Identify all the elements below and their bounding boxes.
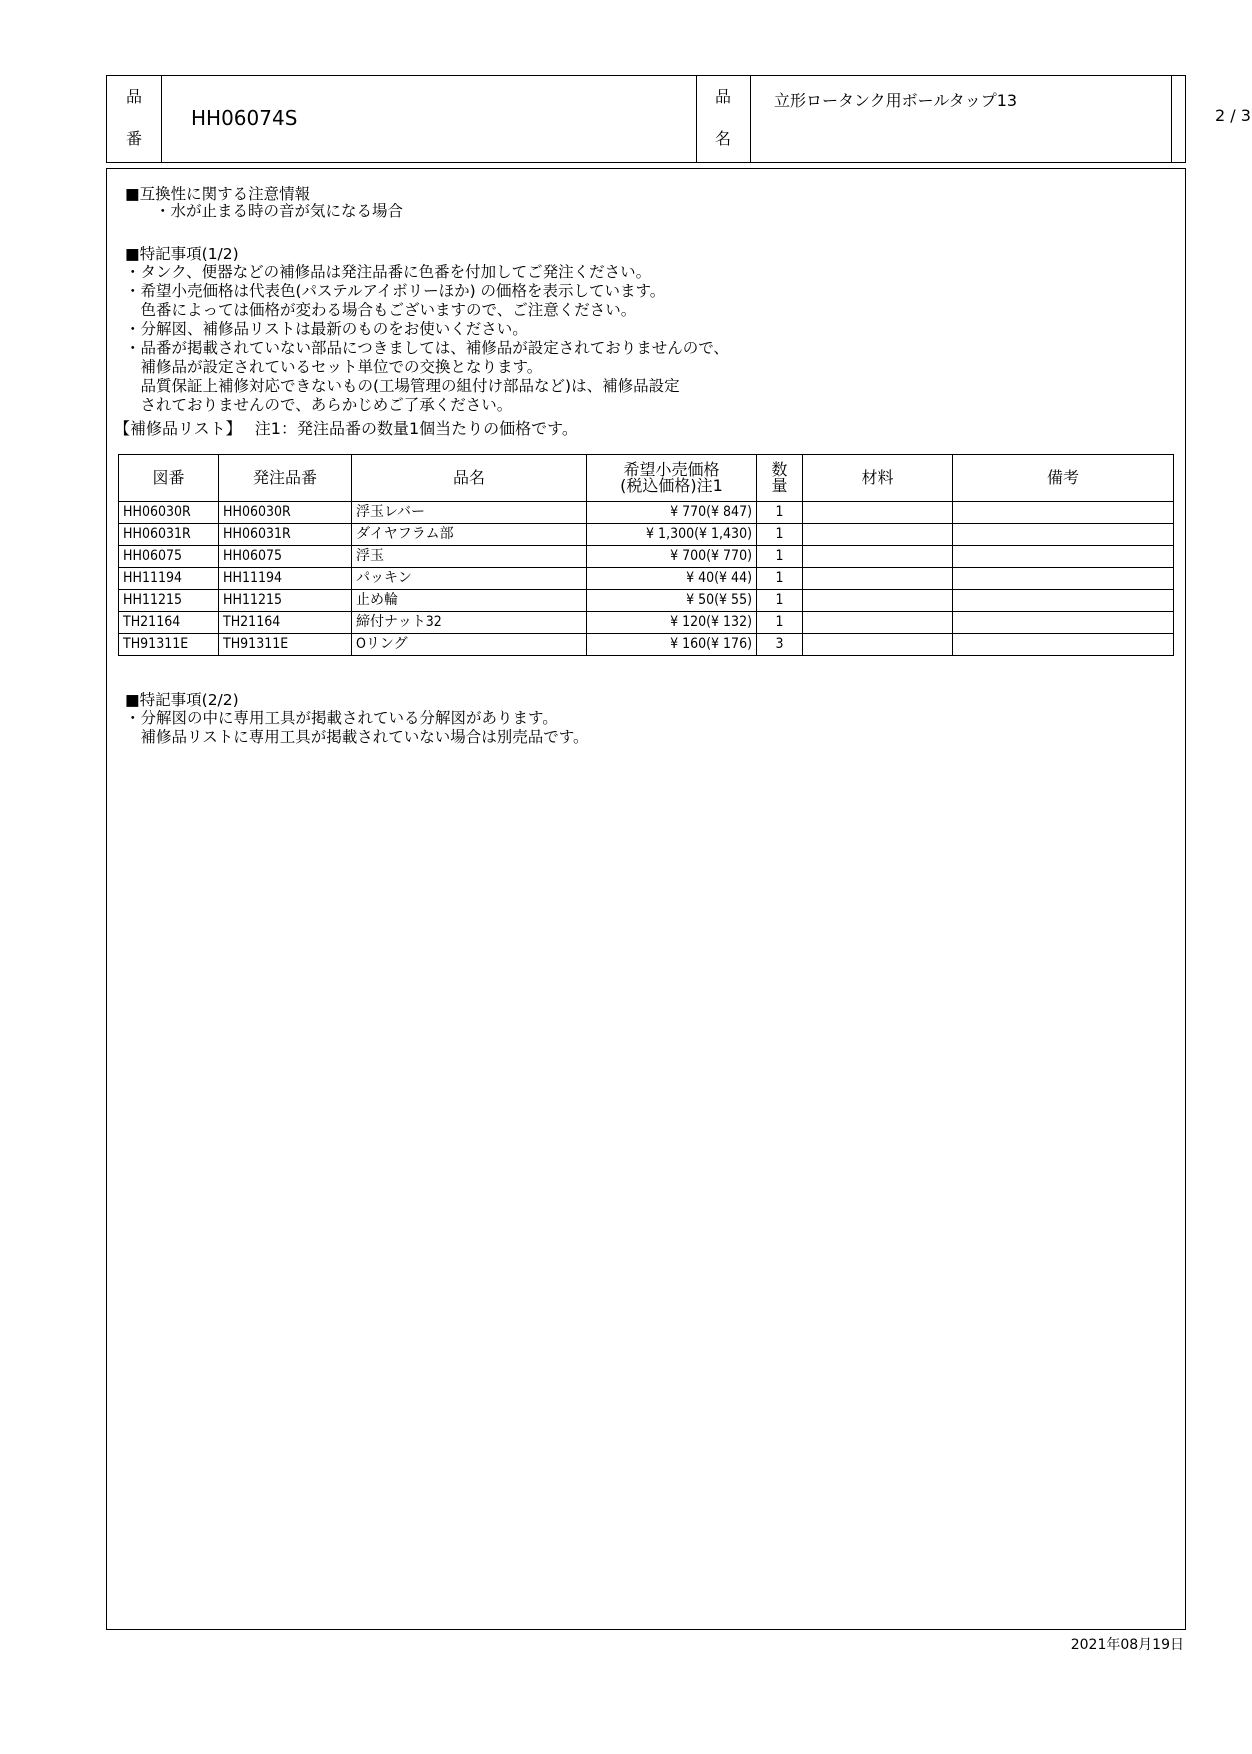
cell-zuban: HH06075 <box>119 546 219 568</box>
table-row <box>119 612 1174 634</box>
cell-zuban: TH91311E <box>119 634 219 656</box>
col-header-zuban: 図番 <box>119 455 219 502</box>
part-number-label-char-2: 番 <box>125 129 142 148</box>
notes1-line: 色番によっては価格が変わる場合もございますので、ご注意ください。 <box>125 301 637 319</box>
notes1-line: 品質保証上補修対応できないもの(工場管理の組付け部品など)は、補修品設定 <box>125 377 680 395</box>
product-name-label <box>696 76 750 162</box>
table-row <box>119 502 1174 524</box>
cell-price: ¥ 40(¥ 44) <box>587 568 757 590</box>
cell-order-no: HH06031R <box>219 524 352 546</box>
cell-price: ¥ 50(¥ 55) <box>587 590 757 612</box>
cell-price: ¥ 1,300(¥ 1,430) <box>587 524 757 546</box>
cell-name: 浮玉レバー <box>352 502 587 524</box>
cell-order-no: TH21164 <box>219 612 352 634</box>
col-header-name: 品名 <box>352 455 587 502</box>
cell-material <box>803 590 953 612</box>
table-row <box>119 524 1174 546</box>
notes1-line: 補修品が設定されているセット単位での交換となります。 <box>125 358 543 376</box>
notes1-line: ・タンク、便器などの補修品は発注品番に色番を付加してご発注ください。 <box>125 263 652 281</box>
table-row <box>119 634 1174 656</box>
cell-qty: 1 <box>757 502 803 524</box>
qty-header-line-1: 数 <box>771 460 788 479</box>
cell-qty: 1 <box>757 612 803 634</box>
cell-name: 浮玉 <box>352 546 587 568</box>
notes1-heading: ■特記事項(1/2) <box>125 245 239 263</box>
part-number-label-char-1: 品 <box>125 87 142 106</box>
cell-qty: 1 <box>757 568 803 590</box>
product-name: 立形ロータンク用ボールタップ13 <box>774 91 1018 110</box>
cell-material <box>803 546 953 568</box>
price-header-line-1: 希望小売価格 <box>623 460 720 479</box>
cell-name: 止め輪 <box>352 590 587 612</box>
cell-qty: 1 <box>757 524 803 546</box>
compat-line: ・水が止まる時の音が気になる場合 <box>155 202 404 220</box>
cell-qty: 1 <box>757 546 803 568</box>
cell-remarks <box>953 612 1174 634</box>
cell-name: パッキン <box>352 568 587 590</box>
notes1-line: ・分解図、補修品リストは最新のものをお使いください。 <box>125 320 528 338</box>
cell-order-no: HH11194 <box>219 568 352 590</box>
cell-name: Oリング <box>352 634 587 656</box>
notes2-line: 補修品リストに専用工具が掲載されていない場合は別売品です。 <box>125 728 589 746</box>
cell-remarks <box>953 546 1174 568</box>
cell-material <box>803 502 953 524</box>
table-header-row <box>119 455 1174 502</box>
col-header-remarks: 備考 <box>953 455 1174 502</box>
cell-name: 締付ナット32 <box>352 612 587 634</box>
part-number: HH06074S <box>191 106 298 130</box>
cell-material <box>803 568 953 590</box>
page-number: 2 / 3 <box>1215 106 1251 125</box>
cell-zuban: TH21164 <box>119 612 219 634</box>
col-header-material: 材料 <box>803 455 953 502</box>
cell-material <box>803 524 953 546</box>
notes1-line: ・希望小売価格は代表色(パステルアイボリーほか) の価格を表示しています。 <box>125 282 666 300</box>
cell-order-no: HH06030R <box>219 502 352 524</box>
cell-order-no: HH11215 <box>219 590 352 612</box>
cell-name: ダイヤフラム部 <box>352 524 587 546</box>
cell-zuban: HH06031R <box>119 524 219 546</box>
notes2-line: ・分解図の中に専用工具が掲載されている分解図があります。 <box>125 709 558 727</box>
notes1-line: ・品番が掲載されていない部品につきましては、補修品が設定されておりませんので、 <box>125 339 729 357</box>
part-number-label <box>107 76 161 162</box>
cell-zuban: HH06030R <box>119 502 219 524</box>
product-name-label-char-2: 名 <box>714 129 731 148</box>
cell-material <box>803 634 953 656</box>
cell-material <box>803 612 953 634</box>
table-row <box>119 590 1174 612</box>
cell-zuban: HH11215 <box>119 590 219 612</box>
cell-remarks <box>953 502 1174 524</box>
cell-zuban: HH11194 <box>119 568 219 590</box>
cell-order-no: HH06075 <box>219 546 352 568</box>
cell-remarks <box>953 590 1174 612</box>
col-header-price <box>587 455 757 502</box>
col-header-order-no: 発注品番 <box>219 455 352 502</box>
notes2-heading: ■特記事項(2/2) <box>125 691 239 709</box>
price-header-line-2: (税込価格)注1 <box>620 476 723 495</box>
cell-price: ¥ 160(¥ 176) <box>587 634 757 656</box>
cell-order-no: TH91311E <box>219 634 352 656</box>
cell-qty: 3 <box>757 634 803 656</box>
parts-table <box>118 454 1174 656</box>
table-row <box>119 546 1174 568</box>
compat-heading: ■互換性に関する注意情報 <box>125 185 311 203</box>
product-name-label-char-1: 品 <box>714 87 731 106</box>
cell-remarks <box>953 634 1174 656</box>
header-box <box>106 75 1251 163</box>
cell-remarks <box>953 568 1174 590</box>
cell-remarks <box>953 524 1174 546</box>
cell-price: ¥ 700(¥ 770) <box>587 546 757 568</box>
notes1-line: されておりませんので、あらかじめご了承ください。 <box>125 396 513 414</box>
parts-list-title: 【補修品リスト】 注1：発注品番の数量1個当たりの価格です。 <box>114 419 578 438</box>
cell-qty: 1 <box>757 590 803 612</box>
col-header-qty <box>757 455 803 502</box>
cell-price: ¥ 770(¥ 847) <box>587 502 757 524</box>
document-date: 2021年08月19日 <box>1070 1637 1184 1653</box>
qty-header-line-2: 量 <box>771 476 788 495</box>
cell-price: ¥ 120(¥ 132) <box>587 612 757 634</box>
table-row <box>119 568 1174 590</box>
